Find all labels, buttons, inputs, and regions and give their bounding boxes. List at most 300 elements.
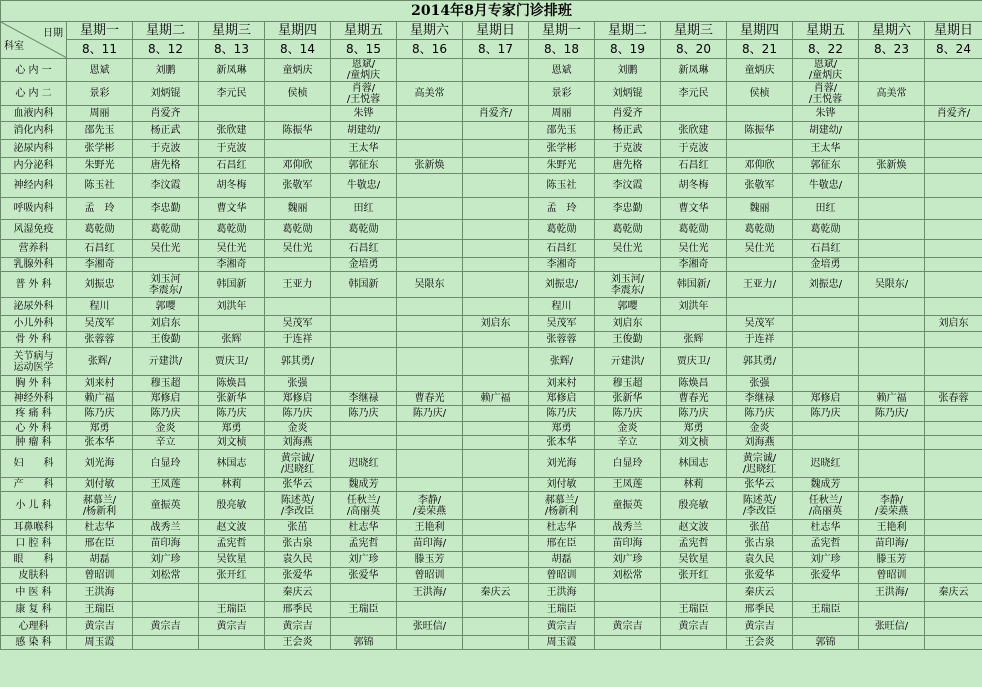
schedule-row (1, 568, 982, 584)
doctor-cell: 高美常 (397, 82, 463, 106)
doctor-cell: 周丽 (529, 106, 595, 122)
doctor-cell: 肖爱齐/ (463, 106, 529, 122)
doctor-cell: 陈振华 (727, 122, 793, 140)
date-header: 8、20 (661, 40, 727, 59)
doctor-cell: 程川 (67, 298, 133, 316)
doctor-cell: 郑勇 (529, 422, 595, 436)
doctor-cell (661, 636, 727, 650)
doctor-cell: 恩斌/ /童炳庆 (331, 59, 397, 82)
doctor-cell: 王艳利 (859, 520, 925, 536)
doctor-cell: 刘玉河 李震东/ (133, 272, 199, 298)
weekday-header: 星期五 (331, 22, 397, 40)
doctor-cell: 孟宪哲 (661, 536, 727, 552)
schedule-row (1, 198, 982, 220)
doctor-cell: 黄宗诚/ /迟晓红 (727, 450, 793, 478)
doctor-cell (463, 478, 529, 492)
doctor-cell (925, 198, 982, 220)
doctor-cell: 郭征东 (793, 158, 859, 174)
weekday-header: 星期六 (859, 22, 925, 40)
department-label: 神经外科 (1, 392, 67, 406)
doctor-cell (265, 298, 331, 316)
doctor-cell (397, 140, 463, 158)
doctor-cell (331, 436, 397, 450)
doctor-cell: 秦庆云 (463, 584, 529, 602)
doctor-cell (859, 240, 925, 258)
doctor-cell (397, 122, 463, 140)
doctor-cell: 李元民 (199, 82, 265, 106)
doctor-cell: 曾昭训 (529, 568, 595, 584)
doctor-cell: 吴仕光 (199, 240, 265, 258)
doctor-cell: 黄宗吉 (133, 618, 199, 636)
weekday-header: 星期四 (265, 22, 331, 40)
schedule-row (1, 174, 982, 198)
doctor-cell: 田红 (331, 198, 397, 220)
schedule-row (1, 618, 982, 636)
doctor-cell (793, 348, 859, 376)
doctor-cell: 吴仕光 (133, 240, 199, 258)
doctor-cell: 新凤琳 (661, 59, 727, 82)
schedule-row (1, 436, 982, 450)
doctor-cell (727, 298, 793, 316)
doctor-cell (397, 220, 463, 240)
doctor-cell: 吴限东/ (859, 272, 925, 298)
doctor-cell: 任秋兰/ /高丽英 (793, 492, 859, 520)
doctor-cell: 金培勇 (331, 258, 397, 272)
department-label: 中 医 科 (1, 584, 67, 602)
doctor-cell: 曾昭训 (397, 568, 463, 584)
schedule-row (1, 258, 982, 272)
doctor-cell (661, 584, 727, 602)
doctor-cell: 张新华 (595, 392, 661, 406)
doctor-cell: 穆玉超 (595, 376, 661, 392)
doctor-cell (397, 636, 463, 650)
doctor-cell: 秦庆云 (265, 584, 331, 602)
doctor-cell: 石昌红 (529, 240, 595, 258)
doctor-cell: 曾昭训 (67, 568, 133, 584)
doctor-cell: 张蓉蓉 (529, 332, 595, 348)
doctor-cell (925, 240, 982, 258)
schedule-row (1, 298, 982, 316)
doctor-cell: 吴限东 (397, 272, 463, 298)
doctor-cell: 新凤琳 (199, 59, 265, 82)
doctor-cell: 周玉霞 (67, 636, 133, 650)
doctor-cell (397, 198, 463, 220)
doctor-cell: 刘文桢 (661, 436, 727, 450)
doctor-cell (595, 584, 661, 602)
doctor-cell: 迟晓红 (793, 450, 859, 478)
doctor-cell (925, 258, 982, 272)
doctor-cell: 辛立 (595, 436, 661, 450)
doctor-cell: 张本华 (529, 436, 595, 450)
doctor-cell: 赵文波 (199, 520, 265, 536)
doctor-cell: 刘付敏 (529, 478, 595, 492)
doctor-cell (859, 602, 925, 618)
doctor-cell (925, 450, 982, 478)
doctor-cell (463, 422, 529, 436)
doctor-cell: 贾庆卫/ (199, 348, 265, 376)
page-title: 2014年8月专家门诊排班 (1, 1, 982, 22)
doctor-cell: 陈乃庆 (331, 406, 397, 422)
date-header: 8、17 (463, 40, 529, 59)
doctor-cell: 肖蓉/ /王悦蓉 (793, 82, 859, 106)
doctor-cell: 李继禄 (727, 392, 793, 406)
doctor-cell: 陈焕昌 (661, 376, 727, 392)
doctor-cell (463, 568, 529, 584)
doctor-cell: 吴钦星 (199, 552, 265, 568)
doctor-cell: 任秋兰/ /高丽英 (331, 492, 397, 520)
doctor-cell: 苗印海/ (397, 536, 463, 552)
date-header: 8、19 (595, 40, 661, 59)
doctor-cell: 周玉霞 (529, 636, 595, 650)
doctor-cell (463, 552, 529, 568)
schedule-row (1, 82, 982, 106)
doctor-cell: 杨正武 (133, 122, 199, 140)
doctor-cell (859, 198, 925, 220)
doctor-cell: 刘付敏 (67, 478, 133, 492)
doctor-cell: 张茁 (727, 520, 793, 536)
doctor-cell (925, 536, 982, 552)
doctor-cell (793, 584, 859, 602)
doctor-cell: 魏丽 (727, 198, 793, 220)
doctor-cell: 侯桢 (265, 82, 331, 106)
doctor-cell: 朱野光 (529, 158, 595, 174)
doctor-cell (331, 422, 397, 436)
doctor-cell: 于克波 (661, 140, 727, 158)
schedule-row (1, 220, 982, 240)
doctor-cell (859, 122, 925, 140)
doctor-cell: 赵文波 (661, 520, 727, 536)
doctor-cell: 刘广珍 (793, 552, 859, 568)
doctor-cell (265, 140, 331, 158)
doctor-cell (463, 140, 529, 158)
doctor-cell: 张开红 (661, 568, 727, 584)
doctor-cell (463, 59, 529, 82)
doctor-cell (859, 140, 925, 158)
department-label: 泌尿外科 (1, 298, 67, 316)
doctor-cell: 郭其勇/ (265, 348, 331, 376)
doctor-cell: 陈乃庆 (67, 406, 133, 422)
doctor-cell (397, 174, 463, 198)
doctor-cell: 刘炳锟 (133, 82, 199, 106)
doctor-cell: 吴仕光 (595, 240, 661, 258)
doctor-cell: 杜志华 (793, 520, 859, 536)
department-label: 康 复 科 (1, 602, 67, 618)
doctor-cell: 刘玉河/ 李震东/ (595, 272, 661, 298)
doctor-cell: 刘启东 (595, 316, 661, 332)
doctor-cell (727, 106, 793, 122)
doctor-cell: 童振英 (595, 492, 661, 520)
doctor-cell: 杜志华 (67, 520, 133, 536)
doctor-cell (595, 602, 661, 618)
doctor-cell: 吴钦星 (661, 552, 727, 568)
date-header: 8、16 (397, 40, 463, 59)
doctor-cell: 刘炳锟 (595, 82, 661, 106)
doctor-cell: 曾昭训 (859, 568, 925, 584)
doctor-cell: 朱铧 (331, 106, 397, 122)
doctor-cell (397, 106, 463, 122)
doctor-cell: 童炳庆 (727, 59, 793, 82)
doctor-cell: 曹文华 (661, 198, 727, 220)
department-label: 心 内 二 (1, 82, 67, 106)
doctor-cell: 刘光海 (529, 450, 595, 478)
doctor-cell: 刘启东 (463, 316, 529, 332)
department-label: 妇 科 (1, 450, 67, 478)
doctor-cell (925, 332, 982, 348)
weekday-header: 星期三 (661, 22, 727, 40)
doctor-cell: 韩国新 (199, 272, 265, 298)
doctor-cell: 王瑞臣 (331, 602, 397, 618)
doctor-cell (397, 602, 463, 618)
doctor-cell: 张新焕 (859, 158, 925, 174)
doctor-cell (199, 316, 265, 332)
doctor-cell: 张茁 (265, 520, 331, 536)
doctor-cell: 葛乾勋 (595, 220, 661, 240)
doctor-cell: 张爱华 (265, 568, 331, 584)
department-label: 乳腺外科 (1, 258, 67, 272)
doctor-cell (925, 272, 982, 298)
doctor-cell: 程川 (529, 298, 595, 316)
doctor-cell: 李静/ /姜荣燕 (859, 492, 925, 520)
doctor-cell: 苗印海 (595, 536, 661, 552)
doctor-cell: 吴茂军 (265, 316, 331, 332)
doctor-cell: 葛乾勋 (793, 220, 859, 240)
doctor-cell: 肖蓉/ /王悦蓉 (331, 82, 397, 106)
weekday-header: 星期一 (529, 22, 595, 40)
doctor-cell (331, 316, 397, 332)
schedule-row (1, 332, 982, 348)
doctor-cell: 袁久民 (727, 552, 793, 568)
doctor-cell: 王瑞臣 (67, 602, 133, 618)
doctor-cell: 张开红 (199, 568, 265, 584)
doctor-cell: 孟宪哲 (331, 536, 397, 552)
doctor-cell (925, 602, 982, 618)
doctor-cell: 袁久民 (265, 552, 331, 568)
doctor-cell: 刘松常 (595, 568, 661, 584)
doctor-cell: 韩国新/ (661, 272, 727, 298)
doctor-cell: 刘振忠 (67, 272, 133, 298)
doctor-cell: 林国志 (199, 450, 265, 478)
doctor-cell: 肖爱齐/ (925, 106, 982, 122)
doctor-cell: 胡磊 (529, 552, 595, 568)
doctor-cell: 张本华 (67, 436, 133, 450)
schedule-row (1, 122, 982, 140)
schedule-row (1, 406, 982, 422)
doctor-cell: 魏成芳 (793, 478, 859, 492)
doctor-cell: 张爱华 (331, 568, 397, 584)
schedule-row (1, 602, 982, 618)
doctor-cell (793, 332, 859, 348)
doctor-cell (463, 602, 529, 618)
doctor-cell (133, 258, 199, 272)
weekday-header: 星期日 (463, 22, 529, 40)
doctor-cell: 王洪海/ (859, 584, 925, 602)
doctor-cell: 侯桢 (727, 82, 793, 106)
doctor-cell (925, 436, 982, 450)
doctor-cell: 于连祥 (727, 332, 793, 348)
date-header: 8、18 (529, 40, 595, 59)
doctor-cell: 葛乾勋 (727, 220, 793, 240)
department-label: 肿 瘤 科 (1, 436, 67, 450)
doctor-cell (463, 174, 529, 198)
doctor-cell: 孟宪哲 (199, 536, 265, 552)
doctor-cell (265, 258, 331, 272)
doctor-cell: 王瑞臣 (199, 602, 265, 618)
schedule-row (1, 59, 982, 82)
doctor-cell (925, 140, 982, 158)
doctor-cell: 李忠勤 (133, 198, 199, 220)
department-label: 泌尿内科 (1, 140, 67, 158)
doctor-cell: 王洪海 (529, 584, 595, 602)
doctor-cell (331, 618, 397, 636)
doctor-cell: 唐先格 (133, 158, 199, 174)
doctor-cell (133, 636, 199, 650)
doctor-cell (463, 272, 529, 298)
doctor-cell (859, 220, 925, 240)
doctor-cell (397, 59, 463, 82)
schedule-row (1, 140, 982, 158)
doctor-cell (859, 422, 925, 436)
doctor-cell: 于连祥 (265, 332, 331, 348)
doctor-cell: 吴仕光 (727, 240, 793, 258)
weekday-header: 星期四 (727, 22, 793, 40)
schedule-row (1, 316, 982, 332)
doctor-cell: 牛敬忠/ (793, 174, 859, 198)
doctor-cell: 葛乾勋 (529, 220, 595, 240)
date-header: 8、14 (265, 40, 331, 59)
doctor-cell: 吴仕光 (661, 240, 727, 258)
doctor-cell (661, 316, 727, 332)
doctor-cell (859, 636, 925, 650)
doctor-cell (925, 478, 982, 492)
doctor-cell (331, 348, 397, 376)
doctor-cell: 胡冬梅 (661, 174, 727, 198)
doctor-cell (397, 332, 463, 348)
doctor-cell (463, 348, 529, 376)
doctor-cell: 刘来村 (529, 376, 595, 392)
doctor-cell: 魏丽 (265, 198, 331, 220)
doctor-cell: 牛敬忠/ (331, 174, 397, 198)
doctor-cell: 邢在臣 (67, 536, 133, 552)
doctor-cell: 于克波 (133, 140, 199, 158)
doctor-cell: 胡建幼/ (793, 122, 859, 140)
date-header: 8、13 (199, 40, 265, 59)
doctor-cell (463, 220, 529, 240)
schedule-row (1, 536, 982, 552)
doctor-cell: 黄宗吉 (727, 618, 793, 636)
doctor-cell: 亓建洪/ (595, 348, 661, 376)
department-label: 神经内科 (1, 174, 67, 198)
doctor-cell: 吴茂军 (529, 316, 595, 332)
doctor-cell: 张学彬 (67, 140, 133, 158)
weekday-header: 星期二 (595, 22, 661, 40)
doctor-cell (463, 406, 529, 422)
doctor-cell: 刘洪年 (199, 298, 265, 316)
doctor-cell: 李继禄 (331, 392, 397, 406)
doctor-cell (859, 332, 925, 348)
corner-header (1, 22, 67, 59)
doctor-cell: 李忠勤 (595, 198, 661, 220)
date-header: 8、21 (727, 40, 793, 59)
doctor-cell (463, 332, 529, 348)
doctor-cell: 陈乃庆 (265, 406, 331, 422)
doctor-cell: 葛乾勋 (67, 220, 133, 240)
schedule-row (1, 158, 982, 174)
doctor-cell: 迟晓红 (331, 450, 397, 478)
doctor-cell: 王太华 (793, 140, 859, 158)
doctor-cell: 张辉 (199, 332, 265, 348)
doctor-cell: 贾庆卫/ (661, 348, 727, 376)
doctor-cell: 李元民 (661, 82, 727, 106)
doctor-cell: 曹春光 (397, 392, 463, 406)
doctor-cell: 刘启东 (925, 316, 982, 332)
doctor-cell: 陈乃庆/ (397, 406, 463, 422)
doctor-cell: 刘广珍 (133, 552, 199, 568)
doctor-cell (793, 298, 859, 316)
doctor-cell: 王艳利 (397, 520, 463, 536)
doctor-cell: 田红 (793, 198, 859, 220)
doctor-cell: 郑修启 (133, 392, 199, 406)
schedule-row (1, 492, 982, 520)
doctor-cell: 邢在臣 (529, 536, 595, 552)
doctor-cell: 金炎 (595, 422, 661, 436)
doctor-cell: 战秀兰 (595, 520, 661, 536)
department-label: 口 腔 科 (1, 536, 67, 552)
doctor-cell (397, 348, 463, 376)
doctor-cell (859, 436, 925, 450)
doctor-cell (463, 158, 529, 174)
weekday-header: 星期二 (133, 22, 199, 40)
schedule-row (1, 422, 982, 436)
doctor-cell (463, 450, 529, 478)
doctor-cell: 李湘奇 (199, 258, 265, 272)
schedule-row (1, 584, 982, 602)
doctor-cell: 张学彬 (529, 140, 595, 158)
doctor-cell: 杨正武 (595, 122, 661, 140)
doctor-cell (463, 520, 529, 536)
doctor-cell (859, 59, 925, 82)
doctor-cell: 陈乃庆 (727, 406, 793, 422)
doctor-cell: 唐先格 (595, 158, 661, 174)
doctor-cell: 郭锦 (331, 636, 397, 650)
doctor-cell: 王太华 (331, 140, 397, 158)
doctor-cell: 陈乃庆 (133, 406, 199, 422)
doctor-cell: 魏成芳 (331, 478, 397, 492)
doctor-cell (463, 240, 529, 258)
doctor-cell: 王亚力/ (727, 272, 793, 298)
doctor-cell: 白显玲 (133, 450, 199, 478)
weekday-header: 星期六 (397, 22, 463, 40)
doctor-cell: 张新焕 (397, 158, 463, 174)
doctor-cell: 石昌红 (199, 158, 265, 174)
doctor-cell: 王洪海 (67, 584, 133, 602)
doctor-cell (793, 422, 859, 436)
doctor-cell: 刘振忠/ (529, 272, 595, 298)
doctor-cell: 张华云 (727, 478, 793, 492)
doctor-cell (925, 520, 982, 536)
doctor-cell (859, 298, 925, 316)
doctor-cell: 金炎 (727, 422, 793, 436)
doctor-cell (859, 174, 925, 198)
doctor-cell (199, 106, 265, 122)
doctor-cell: 王俊勤 (133, 332, 199, 348)
doctor-cell: 李汶霞 (595, 174, 661, 198)
doctor-cell: 王亚力 (265, 272, 331, 298)
doctor-cell (397, 478, 463, 492)
doctor-cell (463, 258, 529, 272)
doctor-cell (463, 436, 529, 450)
department-label: 关节病与 运动医学 (1, 348, 67, 376)
department-label: 骨 外 科 (1, 332, 67, 348)
